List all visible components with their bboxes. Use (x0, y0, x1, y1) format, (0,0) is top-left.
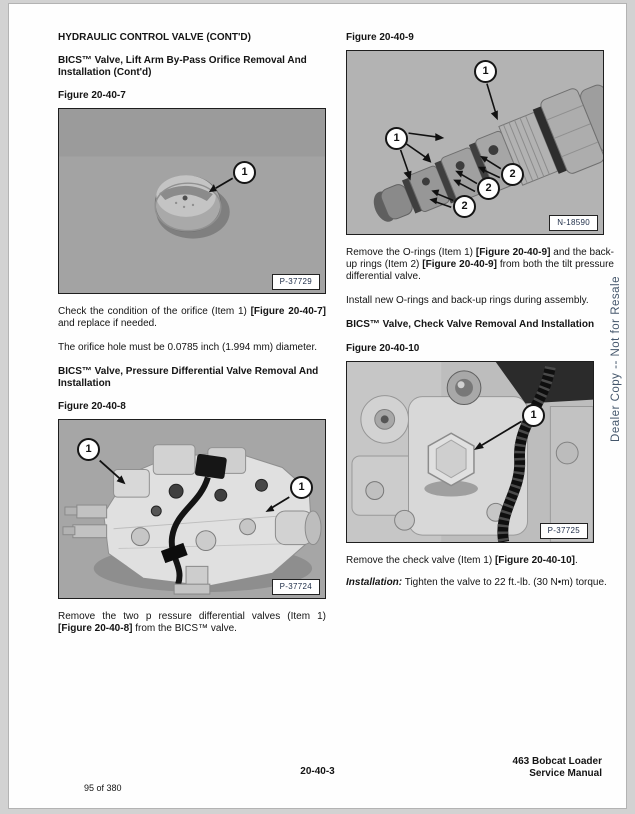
subsection-pressure-title: BICS™ Valve, Pressure Differential Valve Removal And Installation (58, 366, 319, 389)
figure9-callout-2-middle: 2 (477, 177, 500, 200)
orifice-plug-illustration (59, 109, 325, 293)
figure7-photo-id: P-37729 (272, 274, 320, 290)
figure10-label: Figure 20-40-10 (346, 343, 420, 354)
paragraph-check-orifice (58, 306, 326, 330)
figure8-label: Figure 20-40-8 (58, 401, 126, 412)
left-column (58, 32, 326, 647)
subsection-check-title: BICS™ Valve, Check Valve Removal And Installation (346, 319, 595, 330)
manual-title-line2: Service Manual (529, 768, 602, 779)
text-segment: from the BICS™ valve. (132, 623, 237, 634)
figure9-callout-2-upper: 2 (501, 163, 524, 186)
figure9-photo-id: N-18590 (549, 215, 598, 231)
manual-page (8, 3, 627, 809)
paragraph-orifice-size: The orifice hole must be 0.0785 inch (1.994 mm) diameter. (58, 342, 318, 353)
manual-title-line1: 463 Bobcat Loader (512, 756, 602, 767)
figure9-photo (346, 50, 604, 235)
text-segment: Remove the two p ressure differential valves (Item 1) (58, 611, 326, 622)
figure9-callout-1-left: 1 (385, 127, 408, 150)
check-valve-illustration (347, 362, 593, 542)
text-segment: and the back-up rings (Item 2) (346, 247, 615, 270)
figure8-callout-1-left: 1 (77, 438, 100, 461)
dealer-copy-watermark: Dealer Copy -- Not for Resale (610, 276, 622, 442)
text-segment: Tighten the valve to 22 ft.-lb. (30 N•m) torque. (402, 577, 607, 588)
page-number: 20-40-3 (300, 766, 335, 777)
paragraph-remove-check (346, 555, 614, 567)
figure7-label: Figure 20-40-7 (58, 90, 126, 101)
figure10-photo-id: P-37725 (540, 523, 588, 539)
sheet-number: 95 of 380 (84, 783, 122, 793)
figure9-label: Figure 20-40-9 (346, 32, 414, 43)
figure-reference: [Figure 20-40-9] (475, 247, 551, 258)
section-title: HYDRAULIC CONTROL VALVE (CONT'D) (58, 32, 251, 43)
figure7-callout-1: 1 (233, 161, 256, 184)
right-column (346, 32, 614, 601)
figure7-photo (58, 108, 326, 294)
text-segment: Remove the O-rings (Item 1) (346, 247, 476, 258)
figure-reference: [Figure 20-40-9] (422, 259, 497, 270)
figure9-callout-2-lower: 2 (453, 195, 476, 218)
manual-title (513, 756, 602, 780)
paragraph-install-orings: Install new O-rings and back-up rings during assembly. (346, 295, 589, 306)
text-segment: from both the tilt pressure differential valve. (346, 259, 614, 282)
figure8-photo (58, 419, 326, 599)
installation-lead: Installation: (346, 577, 403, 588)
text-segment: and replace if needed. (58, 318, 157, 329)
figure10-callout-1: 1 (522, 404, 545, 427)
text-segment: . (574, 555, 578, 566)
figure9-callout-1-top: 1 (474, 60, 497, 83)
text-segment: Remove the check valve (Item 1) (346, 555, 495, 566)
text-segment: Check the condition of the orifice (Item 1) (58, 306, 251, 317)
paragraph-installation-torque (346, 577, 614, 589)
subsection-bypass-title: BICS™ Valve, Lift Arm By-Pass Orifice Removal And Installation (Cont'd) (58, 55, 307, 78)
figure-reference: [Figure 20-40-7] (250, 306, 326, 317)
paragraph-remove-valves (58, 611, 326, 635)
paragraph-remove-orings (346, 247, 614, 283)
figure-reference: [Figure 20-40-8] (58, 623, 133, 634)
figure8-callout-1-right: 1 (290, 476, 313, 499)
figure-reference: [Figure 20-40-10] (494, 555, 575, 566)
figure8-photo-id: P-37724 (272, 579, 320, 595)
figure10-photo (346, 361, 594, 543)
